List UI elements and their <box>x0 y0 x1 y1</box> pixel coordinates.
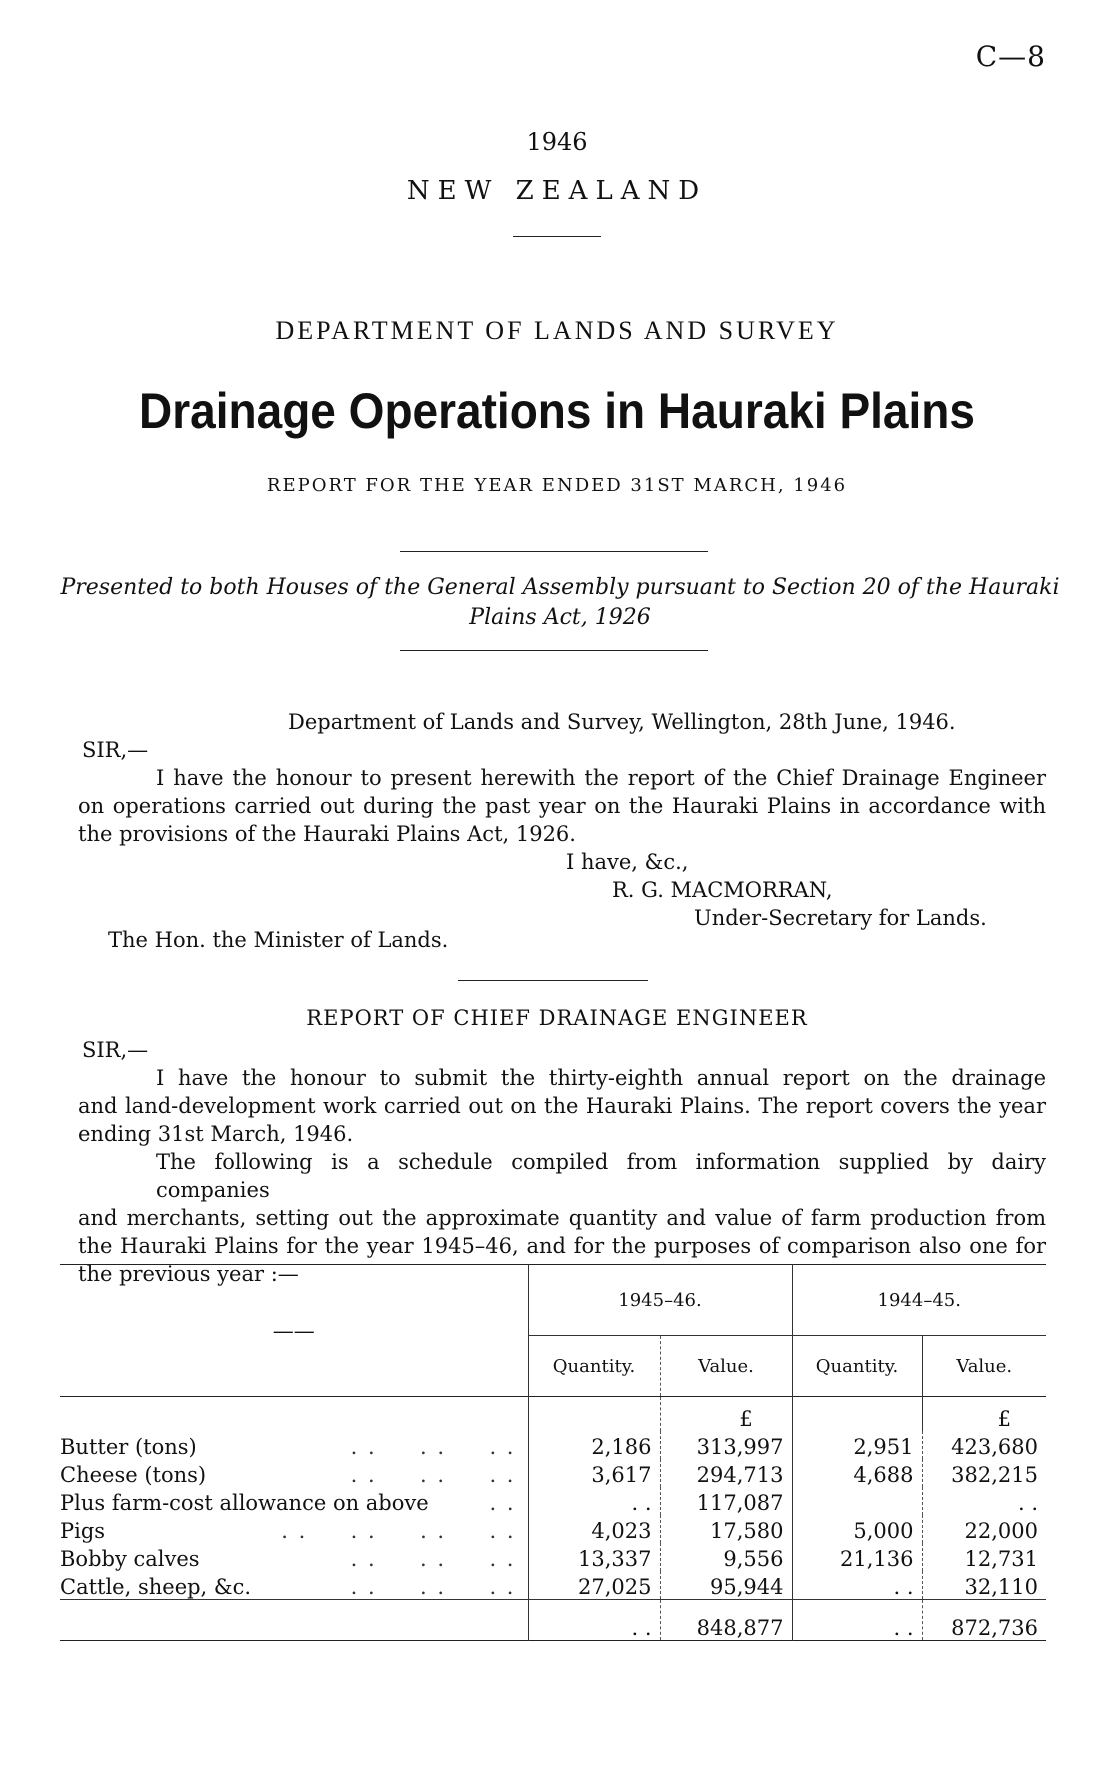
quantity-1945-46: 4,023 <box>528 1515 660 1543</box>
leader-dots: . . . . . . <box>350 1575 516 1599</box>
stub-header: —— <box>60 1265 528 1397</box>
document-title: Drainage Operations in Hauraki Plains <box>139 383 975 439</box>
leader-dots: . . <box>489 1491 516 1515</box>
report-heading: REPORT OF CHIEF DRAINAGE ENGINEER <box>306 1006 808 1030</box>
letter-dateline: Department of Lands and Survey, Wellington, 28th June, 1946. <box>288 710 956 734</box>
report-paragraph-2-first-line: The following is a schedule compiled from information supplied by dairy companies <box>156 1150 1046 1202</box>
country-heading: NEW ZEALAND <box>406 176 708 206</box>
item-label <box>60 1543 528 1571</box>
quantity-1944-45: . . <box>792 1571 922 1600</box>
report-paragraph-2-continued: and merchants, setting out the approximate quantity and value of farm production from the Hauraki Plains for the year 1945–46, and for the purposes of comparison also one for the previous year :— <box>78 1206 1046 1286</box>
table-spacer <box>60 1397 528 1432</box>
value-1945-46: 313,997 <box>660 1431 792 1459</box>
leader-dots: . . . . . . . . <box>281 1519 516 1543</box>
item-name: Plus farm-cost allowance on above <box>60 1491 429 1515</box>
letter-signatory: R. G. MACMORRAN, <box>612 878 833 902</box>
page-reference: C—8 <box>975 40 1046 73</box>
quantity-1945-46: 13,337 <box>528 1543 660 1571</box>
quantity-1945-46: . . <box>528 1487 660 1515</box>
leader-dots: . . . . . . <box>350 1463 516 1487</box>
table-row <box>60 1515 1046 1543</box>
column-header-value: Value. <box>956 1355 1013 1377</box>
value-1945-46: 117,087 <box>660 1487 792 1515</box>
divider <box>400 551 708 552</box>
divider <box>513 236 601 237</box>
value-1944-45: 12,731 <box>964 1547 1038 1571</box>
value-1945-46: 9,556 <box>660 1543 792 1571</box>
presentation-line-2: Plains Act, 1926 <box>469 605 651 630</box>
report-subtitle: REPORT FOR THE YEAR ENDED 31ST MARCH, 1946 <box>266 475 848 496</box>
publication-year: 1946 <box>526 128 588 156</box>
value-1944-45: 32,110 <box>964 1575 1038 1599</box>
presentation-line-1: Presented to both Houses of the General Assembly pursuant to Section 20 of the Hauraki <box>60 575 1060 600</box>
period-header-1944-45: 1944–45. <box>792 1265 1046 1336</box>
total-value-1944-45: 872,736 <box>951 1616 1038 1640</box>
column-header-quantity: Quantity. <box>528 1336 660 1397</box>
table-row <box>60 1571 1046 1600</box>
table-spacer <box>60 1600 528 1641</box>
table-row <box>60 1543 1046 1571</box>
currency-symbol: £ <box>660 1397 792 1432</box>
quantity-1945-46: 3,617 <box>528 1459 660 1487</box>
item-label <box>60 1459 528 1487</box>
letter-body <box>78 764 1046 848</box>
letter-body-first-line: I have the honour to present herewith the report of the Chief Drainage Engineer <box>156 766 1046 790</box>
quantity-1944-45 <box>792 1487 922 1515</box>
item-name: Butter (tons) <box>60 1435 197 1459</box>
column-header-quantity: Quantity. <box>792 1336 922 1397</box>
divider <box>400 650 708 651</box>
quantity-1944-45: 5,000 <box>792 1515 922 1543</box>
quantity-1944-45: 21,136 <box>792 1543 922 1571</box>
quantity-1945-46: 27,025 <box>528 1571 660 1600</box>
table-spacer <box>528 1397 660 1432</box>
report-paragraph-1 <box>78 1064 1046 1148</box>
item-name: Cattle, sheep, &c. <box>60 1575 252 1599</box>
table-spacer <box>792 1397 922 1432</box>
value-1945-46: 294,713 <box>660 1459 792 1487</box>
currency-symbol: £ <box>997 1407 1011 1431</box>
report-salutation: SIR,— <box>82 1038 149 1062</box>
report-paragraph-1-first-line: I have the honour to submit the thirty-eighth annual report on the drainage <box>156 1066 1046 1090</box>
table-row <box>60 1487 1046 1515</box>
divider <box>458 980 648 981</box>
quantity-1945-46: 2,186 <box>528 1431 660 1459</box>
letter-closing: I have, &c., <box>566 850 689 874</box>
report-paragraph-1-continued: and land-development work carried out on the Hauraki Plains. The report covers the year ending 31st March, 1946. <box>78 1094 1046 1146</box>
value-1944-45: . . <box>1017 1491 1038 1515</box>
item-label <box>60 1487 528 1515</box>
item-label <box>60 1571 528 1600</box>
presentation-note <box>60 573 1060 633</box>
letter-signatory-title: Under-Secretary for Lands. <box>694 906 987 930</box>
letter-salutation: SIR,— <box>82 738 149 762</box>
item-label <box>60 1431 528 1459</box>
period-header-1945-46: 1945–46. <box>528 1265 792 1336</box>
value-1944-45: 423,680 <box>951 1435 1038 1459</box>
leader-dots: . . . . . . <box>350 1547 516 1571</box>
table-row <box>60 1459 1046 1487</box>
total-quantity-1944-45: . . <box>792 1600 922 1641</box>
value-1945-46: 95,944 <box>660 1571 792 1600</box>
value-1944-45: 22,000 <box>964 1519 1038 1543</box>
table-row <box>60 1431 1046 1459</box>
production-schedule <box>60 1264 1046 1641</box>
value-1945-46: 17,580 <box>660 1515 792 1543</box>
department-heading: DEPARTMENT OF LANDS AND SURVEY <box>275 316 839 345</box>
item-label <box>60 1515 528 1543</box>
letter-addressee: The Hon. the Minister of Lands. <box>108 928 449 952</box>
item-name: Bobby calves <box>60 1547 200 1571</box>
quantity-1944-45: 2,951 <box>792 1431 922 1459</box>
total-value-1945-46: 848,877 <box>660 1600 792 1641</box>
quantity-1944-45: 4,688 <box>792 1459 922 1487</box>
item-name: Pigs <box>60 1519 106 1543</box>
value-1944-45: 382,215 <box>951 1463 1038 1487</box>
total-quantity-1945-46: . . <box>528 1600 660 1641</box>
item-name: Cheese (tons) <box>60 1463 207 1487</box>
column-header-value: Value. <box>660 1336 792 1397</box>
leader-dots: . . . . . . <box>350 1435 516 1459</box>
letter-body-continued: on operations carried out during the past year on the Hauraki Plains in accordance with the provisions of the Hauraki Plains Act, 1926. <box>78 794 1046 846</box>
